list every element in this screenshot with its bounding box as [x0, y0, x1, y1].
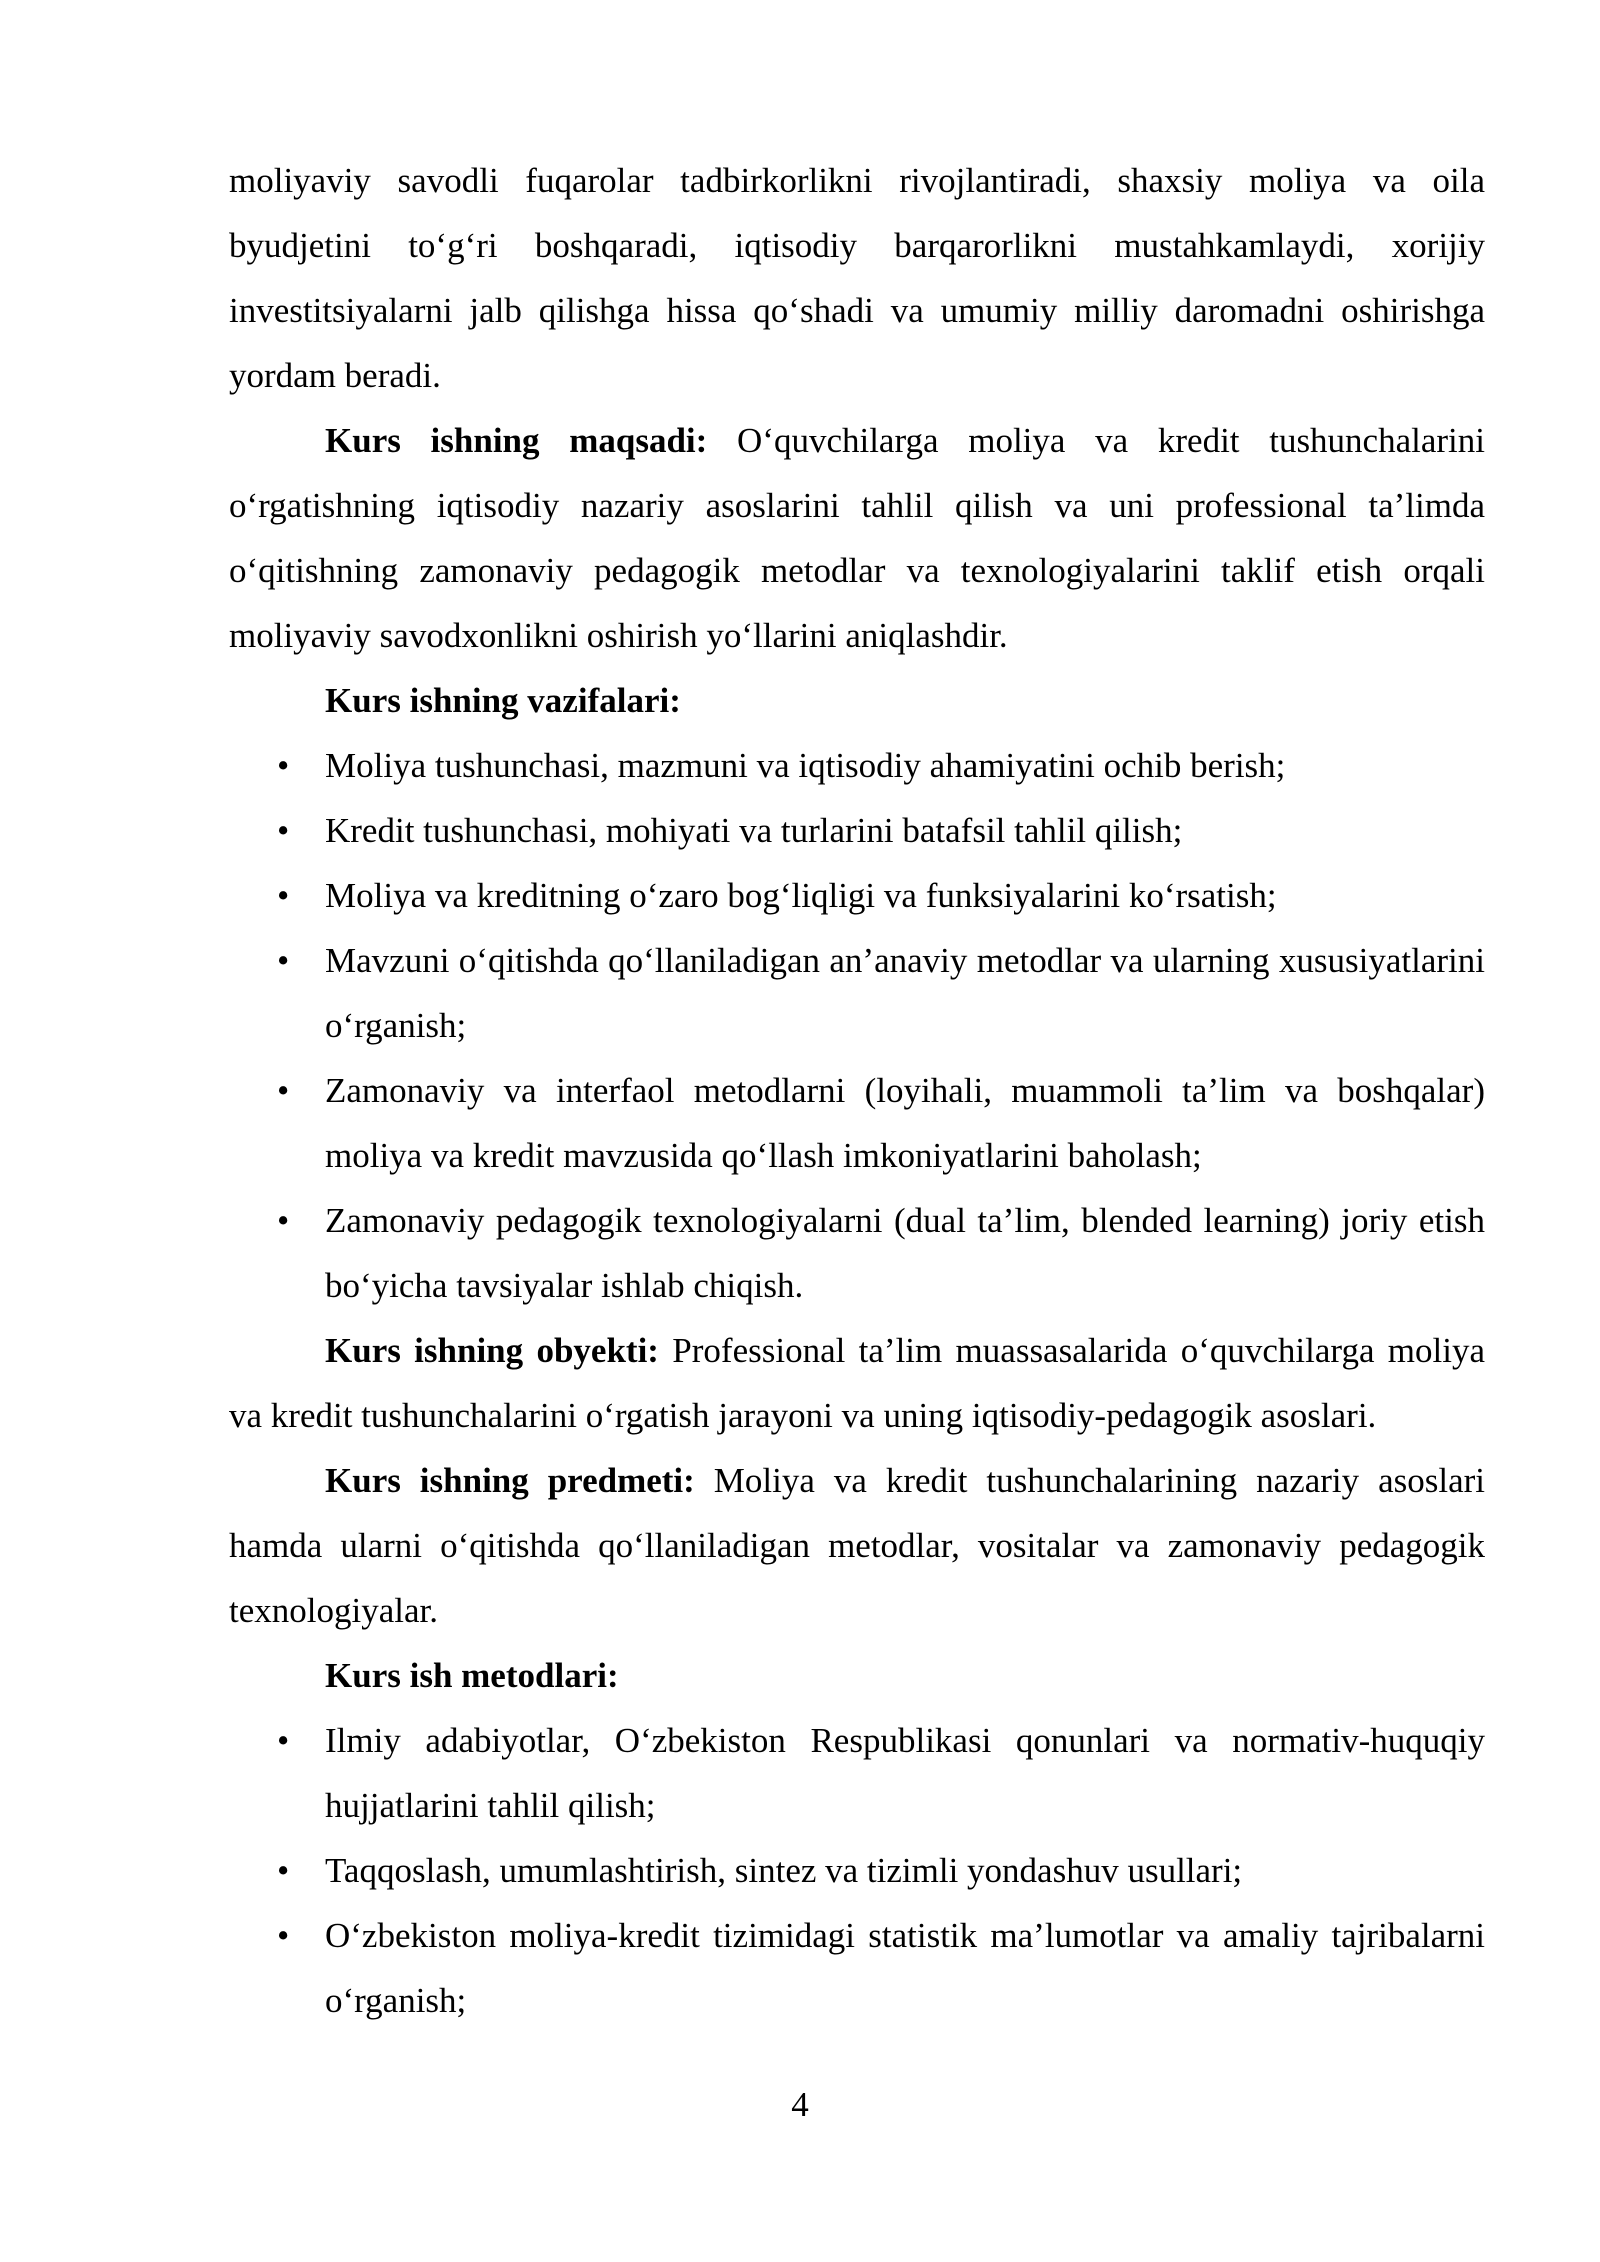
list-item [229, 863, 1485, 928]
bullet-icon: • [277, 1201, 290, 1240]
subject-text: Moliya va kredit tushunchalarining nazariy asoslari hamda ularni o‘qitishda qo‘llaniladigan metodlar, vositalar va zamonaviy pedagogik texnologiyalar. [229, 1461, 1485, 1630]
bullet-icon: • [277, 1851, 290, 1890]
tasks-heading: Kurs ishning vazifalari: [325, 681, 681, 720]
list-item [229, 1188, 1485, 1318]
subject-paragraph [229, 1448, 1485, 1643]
bullet-icon: • [277, 811, 290, 850]
goal-text: O‘quvchilarga moliya va kredit tushunchalarini o‘rgatishning iqtisodiy nazariy asoslarini tahlil qilish va uni professional ta’limda o‘qitishning zamonaviy pedagogik metodlar va texnologiyalarini taklif etish orqali moliyaviy savodxonlikni oshirish yo‘llarini aniqlashdir. [229, 421, 1485, 655]
object-paragraph [229, 1318, 1485, 1448]
list-item [229, 1838, 1485, 1903]
list-item [229, 1903, 1485, 2033]
object-label: Kurs ishning obyekti: [325, 1331, 659, 1370]
subject-label: Kurs ishning predmeti: [325, 1461, 695, 1500]
intro-paragraph: moliyaviy savodli fuqarolar tadbirkorlikni rivojlantiradi, shaxsiy moliya va oila byudjetini to‘g‘ri boshqaradi, iqtisodiy barqarorlikni mustahkamlaydi, xorijiy investitsiyalarni jalb qilishga hissa qo‘shadi va umumiy milliy daromadni oshirishga yordam beradi. [229, 161, 1485, 395]
bullet-icon: • [277, 1916, 290, 1955]
object-text: Professional ta’lim muassasalarida o‘quvchilarga moliya va kredit tushunchalarini o‘rgatish jarayoni va uning iqtisodiy-pedagogik asoslari. [229, 1331, 1486, 1435]
list-item-text: Mavzuni o‘qitishda qo‘llaniladigan an’anaviy metodlar va ularning xususiyatlarini o‘rganish; [325, 941, 1485, 1045]
list-item [229, 798, 1485, 863]
document-page [229, 148, 1485, 2033]
list-item [229, 1708, 1485, 1838]
methods-heading: Kurs ish metodlari: [325, 1656, 619, 1695]
list-item-text: Taqqoslash, umumlashtirish, sintez va tizimli yondashuv usullari; [325, 1851, 1243, 1890]
list-item-text: Ilmiy adabiyotlar, O‘zbekiston Respublikasi qonunlari va normativ-huquqiy hujjatlarini tahlil qilish; [325, 1721, 1485, 1825]
list-item-text: Zamonaviy va interfaol metodlarni (loyihali, muammoli ta’lim va boshqalar) moliya va kredit mavzusida qo‘llash imkoniyatlarini baholash; [325, 1071, 1485, 1175]
list-item-text: Moliya va kreditning o‘zaro bog‘liqligi va funksiyalarini ko‘rsatish; [325, 876, 1277, 915]
bullet-icon: • [277, 876, 290, 915]
list-item [229, 928, 1485, 1058]
methods-list [229, 1708, 1485, 2033]
page-number: 4 [791, 2085, 809, 2124]
list-item-text: Moliya tushunchasi, mazmuni va iqtisodiy ahamiyatini ochib berish; [325, 746, 1286, 785]
list-item [229, 733, 1485, 798]
bullet-icon: • [277, 1721, 290, 1760]
tasks-list [229, 733, 1485, 1318]
bullet-icon: • [277, 1071, 290, 1110]
goal-paragraph [229, 408, 1485, 668]
list-item [229, 1058, 1485, 1188]
list-item-text: Kredit tushunchasi, mohiyati va turlarini batafsil tahlil qilish; [325, 811, 1183, 850]
list-item-text: Zamonaviy pedagogik texnologiyalarni (dual ta’lim, blended learning) joriy etish bo‘yicha tavsiyalar ishlab chiqish. [325, 1201, 1485, 1305]
bullet-icon: • [277, 746, 290, 785]
goal-label: Kurs ishning maqsadi: [325, 421, 708, 460]
bullet-icon: • [277, 941, 290, 980]
list-item-text: O‘zbekiston moliya-kredit tizimidagi statistik ma’lumotlar va amaliy tajribalarni o‘rganish; [325, 1916, 1485, 2020]
